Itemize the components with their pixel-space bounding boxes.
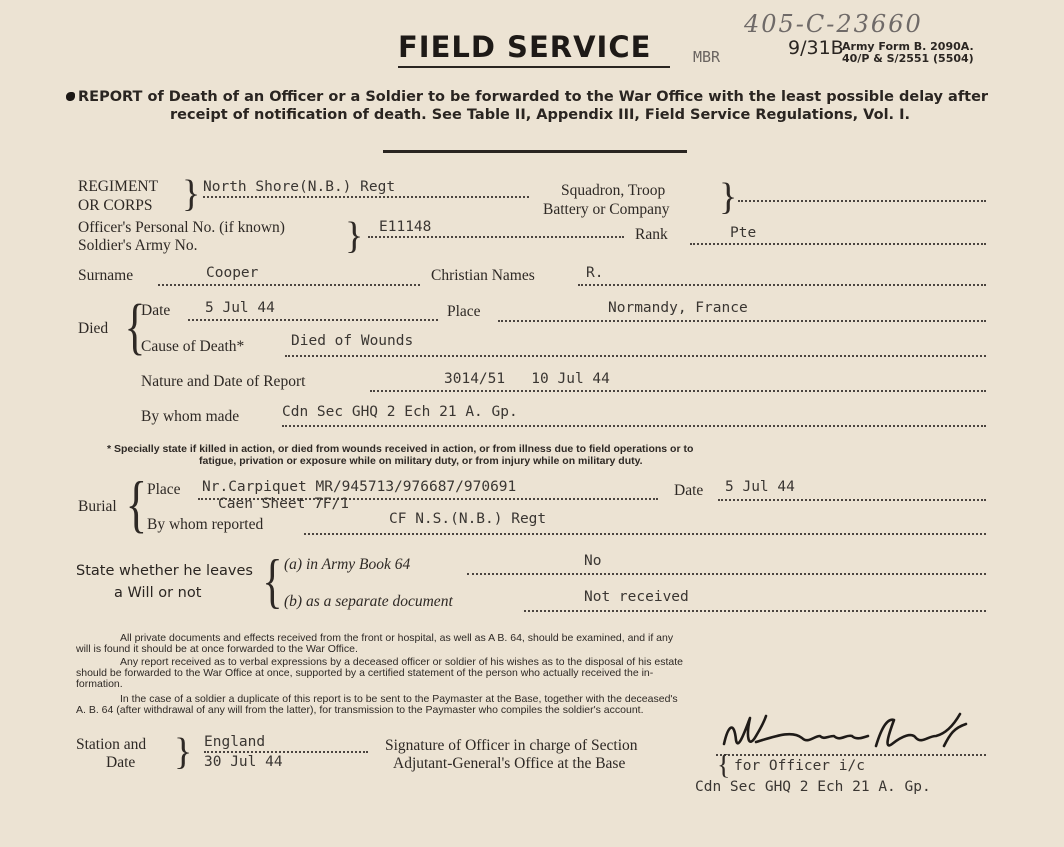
form-subcode: 40/P & S/2551 (5504) — [842, 52, 974, 65]
died-label: Died — [78, 320, 109, 337]
instruction-para-2-line-1: Any report received as to verbal expressions by a deceased officer or soldier of his wishes as to the disposal of his estate — [120, 656, 684, 668]
died-date-value: 5 Jul 44 — [205, 300, 275, 316]
will-b-label: (b) as a separate document — [284, 593, 453, 610]
burial-place-label: Place — [147, 481, 181, 498]
nature-date-dotted-line — [370, 390, 986, 392]
christian-names-dotted-line — [578, 284, 986, 286]
died-date-label: Date — [141, 302, 171, 319]
regiment-label: REGIMENT — [78, 178, 159, 195]
will-a-label: (a) in Army Book 64 — [284, 556, 411, 573]
signature-label-2: Adjutant-General's Office at the Base — [393, 755, 626, 772]
station-date-label: Date — [106, 754, 136, 771]
footnote-line-2: fatigue, privation or exposure while on military duty, or from injury while on military duty. — [199, 455, 643, 467]
regiment-value: North Shore(N.B.) Regt — [203, 179, 396, 195]
form-code: 9/31B — [788, 37, 844, 59]
will-b-value: Not received — [584, 589, 689, 605]
surname-dotted-line — [158, 284, 420, 286]
hole-punch-mark — [66, 92, 75, 101]
by-whom-reported-value: CF N.S.(N.B.) Regt — [389, 511, 547, 527]
christian-names-label: Christian Names — [431, 267, 535, 284]
burial-date-dotted-line — [718, 499, 986, 501]
form-title: FIELD SERVICE — [398, 30, 652, 64]
header-divider — [383, 150, 687, 153]
burial-brace-icon: { — [125, 468, 148, 539]
army-no-brace-icon: } — [345, 215, 364, 257]
instruction-para-2-line-2: should be forwarded to the War Office at once, supported by a certified statement of the person who actually received the in- — [76, 667, 654, 679]
army-form-number: Army Form B. 2090A. — [842, 40, 974, 53]
cause-value: Died of Wounds — [291, 333, 414, 349]
christian-names-value: R. — [586, 265, 604, 281]
died-place-dotted-line — [498, 320, 986, 322]
station-brace-icon: } — [174, 731, 193, 773]
burial-date-value: 5 Jul 44 — [725, 479, 795, 495]
cause-label: Cause of Death* — [141, 338, 245, 355]
will-b-dotted-line — [524, 610, 986, 612]
died-date-dotted-line — [188, 319, 438, 321]
by-whom-reported-dotted-line — [304, 533, 986, 535]
file-number: 405-C-23660 — [744, 10, 923, 38]
soldier-no-label: Soldier's Army No. — [78, 237, 198, 254]
instruction-para-1-line-1: All private documents and effects received from the front or hospital, as well as A B. 64, should be examined, and if any — [120, 632, 674, 644]
footnote-line-1: * Specially state if killed in action, or died from wounds received in action, or from illness due to field operations or to — [107, 443, 694, 455]
will-label-1: State whether he leaves — [76, 563, 253, 579]
regiment-dotted-line — [203, 196, 529, 198]
surname-label: Surname — [78, 267, 134, 284]
station-label: Station and — [76, 736, 147, 753]
title-underline — [398, 66, 670, 68]
station-date-value: 30 Jul 44 — [204, 754, 283, 770]
squadron-brace-icon: } — [719, 176, 738, 218]
surname-value: Cooper — [206, 265, 259, 281]
by-whom-made-dotted-line — [282, 425, 986, 427]
burial-date-label: Date — [674, 482, 704, 499]
by-whom-made-value: Cdn Sec GHQ 2 Ech 21 A. Gp. — [282, 404, 518, 420]
died-brace-icon: { — [124, 293, 146, 361]
regiment-brace-icon: } — [182, 173, 201, 215]
rank-dotted-line — [690, 243, 986, 245]
army-no-value: E11148 — [379, 219, 432, 235]
instruction-para-3-line-1: In the case of a soldier a duplicate of this report is to be sent to the Paymaster at the Base, together with the deceased's — [120, 693, 678, 705]
cause-dotted-line — [285, 355, 986, 357]
nature-date-value: 3014/51 10 Jul 44 — [444, 371, 610, 387]
squadron-label: Squadron, Troop — [561, 182, 666, 199]
officer-signature — [716, 706, 976, 760]
will-a-dotted-line — [467, 573, 986, 575]
instruction-para-3-line-2: A. B. 64 (after withdrawal of any will from the latter), for transmission to the Paymaster who compiles the soldier's account. — [76, 704, 644, 716]
intro-line-1: REPORT of Death of an Officer or a Soldier to be forwarded to the War Office with the least possible delay after — [78, 89, 989, 105]
will-a-value: No — [584, 553, 602, 569]
burial-place-value: Nr.Carpiquet MR/945713/976687/970691 — [202, 479, 517, 495]
will-brace-icon: { — [262, 548, 283, 614]
died-place-label: Place — [447, 303, 481, 320]
instruction-para-1-line-2: will is found it should be at once forwarded to the War Office. — [76, 643, 358, 655]
station-dotted-line — [204, 751, 368, 753]
army-no-dotted-line — [368, 236, 624, 238]
rank-label: Rank — [635, 226, 668, 243]
mbr-stamp: MBR — [693, 48, 721, 66]
instruction-para-2-line-3: formation. — [76, 678, 123, 690]
burial-place-value-2: Caen Sheet 7F/1 — [218, 496, 349, 512]
will-label-2: a Will or not — [114, 585, 202, 601]
by-whom-reported-label: By whom reported — [147, 516, 264, 533]
signature-unit-value: Cdn Sec GHQ 2 Ech 21 A. Gp. — [695, 779, 931, 795]
battery-label: Battery or Company — [543, 201, 670, 218]
burial-label: Burial — [78, 498, 117, 515]
signature-for-value: for Officer i/c — [734, 758, 865, 774]
by-whom-made-label: By whom made — [141, 408, 240, 425]
died-place-value: Normandy, France — [608, 300, 748, 316]
station-value: England — [204, 734, 266, 750]
rank-value: Pte — [730, 225, 757, 241]
officer-no-label: Officer's Personal No. (if known) — [78, 219, 285, 236]
signature-label-1: Signature of Officer in charge of Section — [385, 737, 638, 754]
or-corps-label: OR CORPS — [78, 197, 153, 214]
nature-date-label: Nature and Date of Report — [141, 373, 306, 390]
intro-line-2: receipt of notification of death. See Table II, Appendix III, Field Service Regulations, Vol. I. — [170, 107, 910, 123]
signature-brace-icon: { — [717, 750, 731, 781]
squadron-dotted-line — [738, 200, 986, 202]
